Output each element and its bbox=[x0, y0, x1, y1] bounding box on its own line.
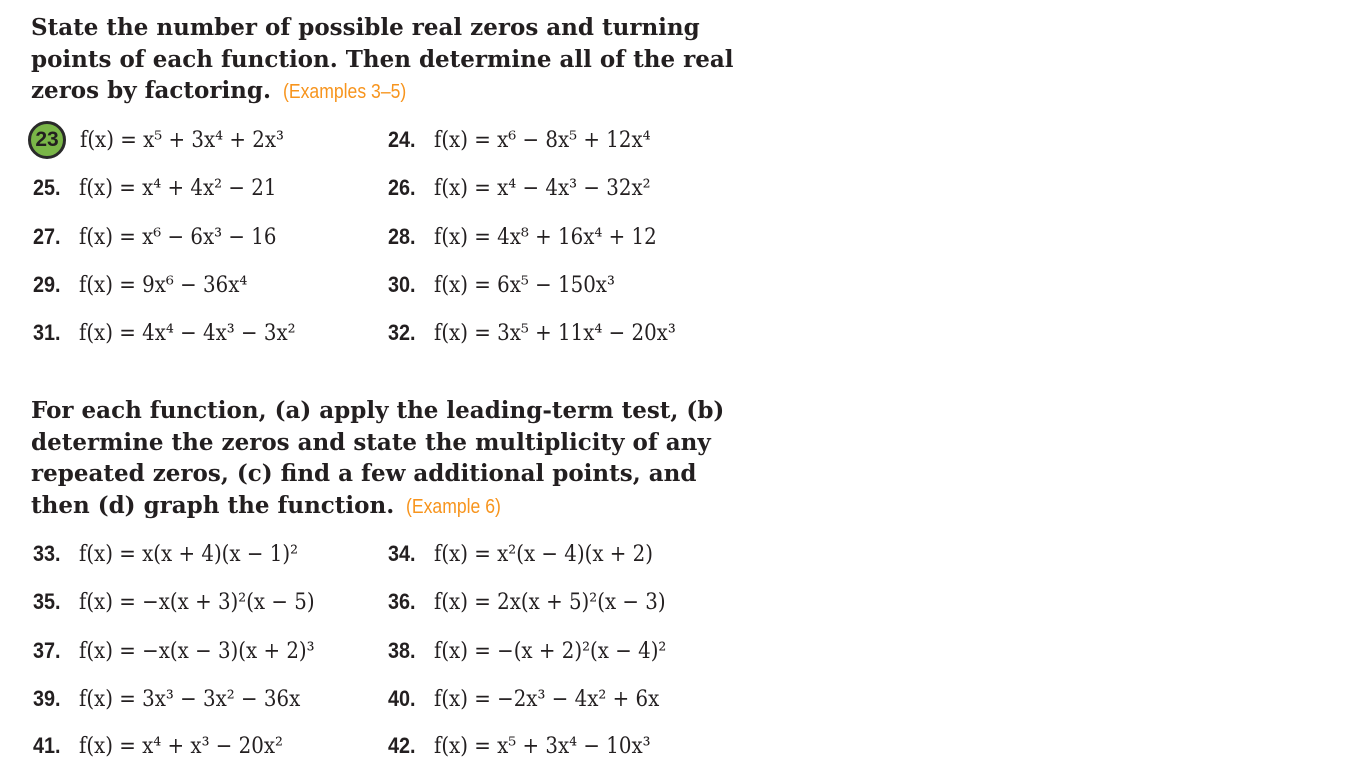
problem-24-equation: f(x) = x⁶ − 8x⁵ + 12x⁴ bbox=[434, 127, 651, 153]
section-1-instructions bbox=[31, 12, 751, 109]
problem-38-number: 38. bbox=[388, 638, 416, 663]
problem-24-number: 24. bbox=[388, 127, 416, 152]
problem-32 bbox=[388, 316, 703, 350]
problem-31-number: 31. bbox=[33, 320, 61, 345]
section-2-example-reference: (Example 6) bbox=[406, 495, 502, 518]
problem-23 bbox=[80, 123, 307, 157]
problem-34-equation: f(x) = x²(x − 4)(x + 2) bbox=[434, 541, 654, 567]
problem-28-number: 28. bbox=[388, 224, 416, 249]
problem-35-number: 35. bbox=[33, 589, 61, 614]
problem-34 bbox=[388, 537, 677, 571]
problem-37-equation: f(x) = −x(x − 3)(x + 2)³ bbox=[79, 638, 315, 664]
problem-36-number: 36. bbox=[388, 589, 416, 614]
problem-37-number: 37. bbox=[33, 638, 61, 663]
problem-36 bbox=[388, 585, 691, 619]
problem-30-number: 30. bbox=[388, 272, 416, 297]
problem-25 bbox=[33, 171, 298, 205]
problem-29 bbox=[33, 268, 266, 302]
problem-28-equation: f(x) = 4x⁸ + 16x⁴ + 12 bbox=[434, 224, 657, 250]
problem-41-equation: f(x) = x⁴ + x³ − 20x² bbox=[79, 733, 283, 759]
problem-23-equation: f(x) = x⁵ + 3x⁴ + 2x³ bbox=[80, 127, 284, 153]
problem-30 bbox=[388, 268, 635, 302]
problem-25-number: 25. bbox=[33, 175, 61, 200]
problem-35 bbox=[33, 585, 341, 619]
section-1-heading-text: State the number of possible real zeros and turning points of each function. Then determine all of the real zeros by factoring. bbox=[31, 14, 734, 104]
problem-32-equation: f(x) = 3x⁵ + 11x⁴ − 20x³ bbox=[434, 320, 676, 346]
problem-27-equation: f(x) = x⁶ − 6x³ − 16 bbox=[79, 224, 277, 250]
problem-33 bbox=[33, 537, 322, 571]
section-1-example-reference: (Examples 3–5) bbox=[283, 81, 407, 103]
problem-26-equation: f(x) = x⁴ − 4x³ − 32x² bbox=[434, 175, 651, 201]
section-2-instructions bbox=[31, 395, 751, 523]
problem-40-equation: f(x) = −2x³ − 4x² + 6x bbox=[434, 686, 660, 712]
problem-41 bbox=[33, 729, 306, 763]
problem-27-number: 27. bbox=[33, 224, 61, 249]
section-2-heading-text: For each function, (a) apply the leading-term test, (b) determine the zeros and state the multiplicity of any repeated zeros, (c) find a few additional points, and then (d) graph the function. bbox=[31, 397, 725, 519]
problem-31 bbox=[33, 316, 320, 350]
problem-23-circled-number: 23 bbox=[28, 121, 66, 159]
problem-25-equation: f(x) = x⁴ + 4x² − 21 bbox=[79, 175, 277, 201]
problem-31-equation: f(x) = 4x⁴ − 4x³ − 3x² bbox=[79, 320, 296, 346]
problem-32-number: 32. bbox=[388, 320, 416, 345]
problem-42-equation: f(x) = x⁵ + 3x⁴ − 10x³ bbox=[434, 733, 651, 759]
problem-37 bbox=[33, 634, 341, 668]
problem-29-number: 29. bbox=[33, 272, 61, 297]
problem-42-number: 42. bbox=[388, 733, 416, 758]
problem-33-number: 33. bbox=[33, 541, 61, 566]
problem-38 bbox=[388, 634, 692, 668]
problem-39-equation: f(x) = 3x³ − 3x² − 36x bbox=[79, 686, 301, 712]
problem-28 bbox=[388, 220, 681, 254]
problem-38-equation: f(x) = −(x + 2)²(x − 4)² bbox=[434, 638, 667, 664]
problem-29-equation: f(x) = 9x⁶ − 36x⁴ bbox=[79, 272, 248, 298]
problem-35-equation: f(x) = −x(x + 3)²(x − 5) bbox=[79, 589, 315, 615]
problem-39 bbox=[33, 682, 325, 716]
problem-42 bbox=[388, 729, 675, 763]
problem-36-equation: f(x) = 2x(x + 5)²(x − 3) bbox=[434, 589, 666, 615]
problem-39-number: 39. bbox=[33, 686, 61, 711]
problem-40 bbox=[388, 682, 684, 716]
problem-33-equation: f(x) = x(x + 4)(x − 1)² bbox=[79, 541, 299, 567]
problem-30-equation: f(x) = 6x⁵ − 150x³ bbox=[434, 272, 615, 298]
problem-34-number: 34. bbox=[388, 541, 416, 566]
problem-26 bbox=[388, 171, 675, 205]
problem-27 bbox=[33, 220, 298, 254]
problem-26-number: 26. bbox=[388, 175, 416, 200]
problem-40-number: 40. bbox=[388, 686, 416, 711]
problem-24 bbox=[388, 123, 675, 157]
problem-41-number: 41. bbox=[33, 733, 61, 758]
